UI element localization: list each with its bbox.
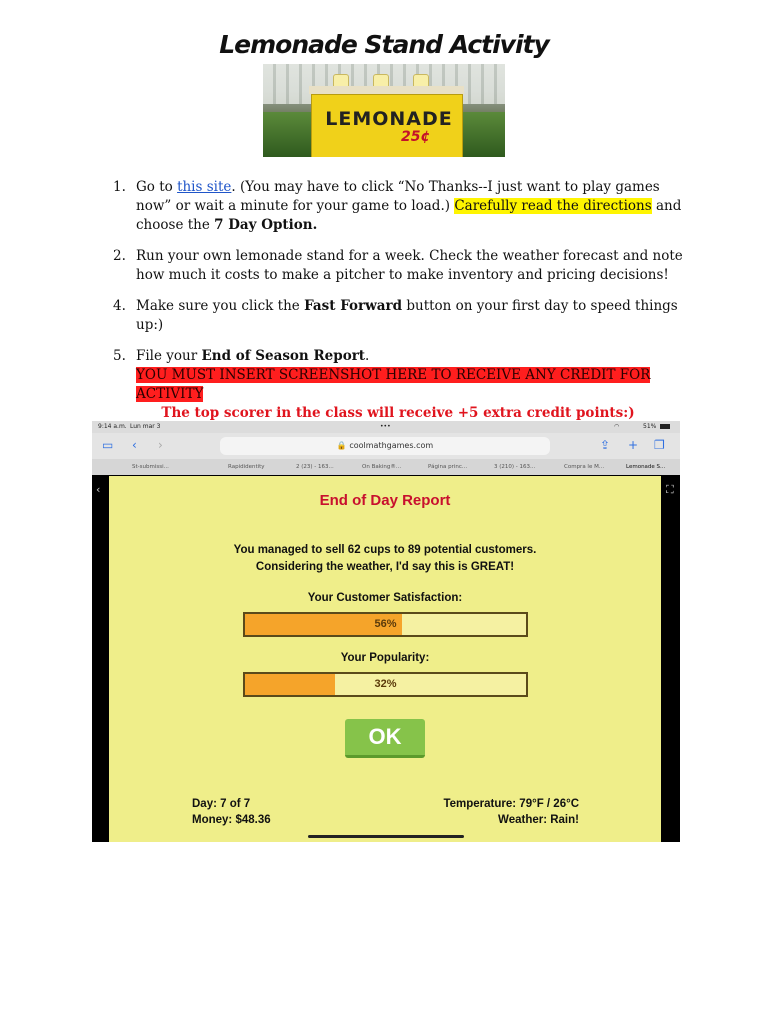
weather-value: Weather: Rain! [498,814,579,826]
popularity-bar [243,672,528,697]
satisfaction-bar [243,612,528,637]
tab-item[interactable]: On Baking®... [362,464,402,470]
step-text: Run your own lemonade stand for a week. Check the weather forecast and note how much it costs to make a pitcher to make inventory and pricing decisions! [136,248,683,283]
status-date: Lun mar 3 [130,423,161,430]
step-text: . (You may have to click “No Thanks--I just want to play games now” or wait a minute for your game to load.) [136,179,660,214]
step-text: Go to [136,179,178,195]
url-text: coolmathgames.com [349,441,434,450]
tab-item[interactable]: 3 (210) - 163... [494,464,536,470]
ok-button[interactable]: OK [345,719,425,758]
this-site-link[interactable]: this site [177,179,232,195]
tab-item-active[interactable]: Lemonade S... [626,464,666,470]
step-text: and choose the [136,198,682,233]
money-value: Money: $48.36 [192,814,271,826]
photo-price-text: 25¢ [401,129,431,145]
tab-item[interactable]: 2 (23) - 163... [296,464,334,470]
satisfaction-percent: 56% [374,618,397,630]
sales-summary: You managed to sell 62 cups to 89 potential customers. [233,544,537,556]
new-tab-icon[interactable]: + [628,438,639,452]
tabs-overview-icon[interactable]: ❐ [654,438,665,452]
highlighted-directions: Carefully read the directions [454,198,652,214]
fullscreen-icon[interactable]: ⛶ [666,483,674,496]
popularity-label: Your Popularity: [340,652,430,664]
battery-icon [660,424,670,429]
ipad-status-bar [92,421,680,433]
photo-table [309,86,464,94]
tab-item[interactable]: Rapididentity [228,464,265,470]
share-icon[interactable]: ⇪ [600,438,611,452]
status-time: 9:14 a.m. [98,423,127,430]
popularity-percent: 32% [374,678,397,690]
step-text: button on your first day to speed things up:) [136,298,678,333]
day-counter: Day: 7 of 7 [192,798,251,810]
address-bar[interactable] [220,437,550,455]
home-indicator [308,835,464,838]
step-number: 5. [113,348,126,364]
photo-sign-text: LEMONADE [325,108,453,130]
tab-item[interactable]: Página princ... [428,464,468,470]
screenshot-warning: YOU MUST INSERT SCREENSHOT HERE TO RECEIVE ANY CREDIT FOR ACTIVITY [136,367,651,402]
tab-item[interactable]: St-submissi... [132,464,169,470]
sidebar-icon[interactable]: ▭ [102,438,114,452]
step-text: File your [136,348,202,364]
game-screenshot [92,421,680,842]
back-icon[interactable]: ‹ [132,438,137,452]
status-battery: 51% [643,423,657,430]
temperature-value: Temperature: 79°F / 26°C [443,798,579,810]
step-number: 4. [113,298,126,314]
step-number: 2. [113,248,126,264]
game-back-chevron-icon[interactable]: ‹ [96,483,101,496]
step-1 [113,178,683,235]
report-title: End of Day Report [319,492,451,509]
end-of-day-report [109,476,661,842]
instruction-list [113,178,683,435]
fast-forward-text: Fast Forward [304,298,403,314]
more-dots-icon: ••• [380,423,391,430]
step-5 [113,347,683,423]
step-4 [113,297,683,335]
step-text: . [365,348,370,364]
document-title: Lemonade Stand Activity [219,30,549,59]
tab-bar [92,459,680,475]
forward-icon[interactable]: › [158,438,163,452]
step-text: Make sure you click the [136,298,305,314]
satisfaction-label: Your Customer Satisfaction: [307,592,463,604]
wifi-icon: ◠ [614,423,620,430]
tab-item[interactable]: Compra le M... [564,464,605,470]
step-2 [113,247,683,285]
weather-comment: Considering the weather, I'd say this is GREAT! [255,561,515,573]
lemonade-stand-photo [263,64,505,157]
lock-icon: 🔒 [336,441,350,450]
step-number: 1. [113,179,126,195]
seven-day-option: 7 Day Option. [214,217,318,233]
extra-credit-note: The top scorer in the class will receive +5 extra credit points:) [161,405,635,421]
end-of-season-text: End of Season Report [201,348,366,364]
